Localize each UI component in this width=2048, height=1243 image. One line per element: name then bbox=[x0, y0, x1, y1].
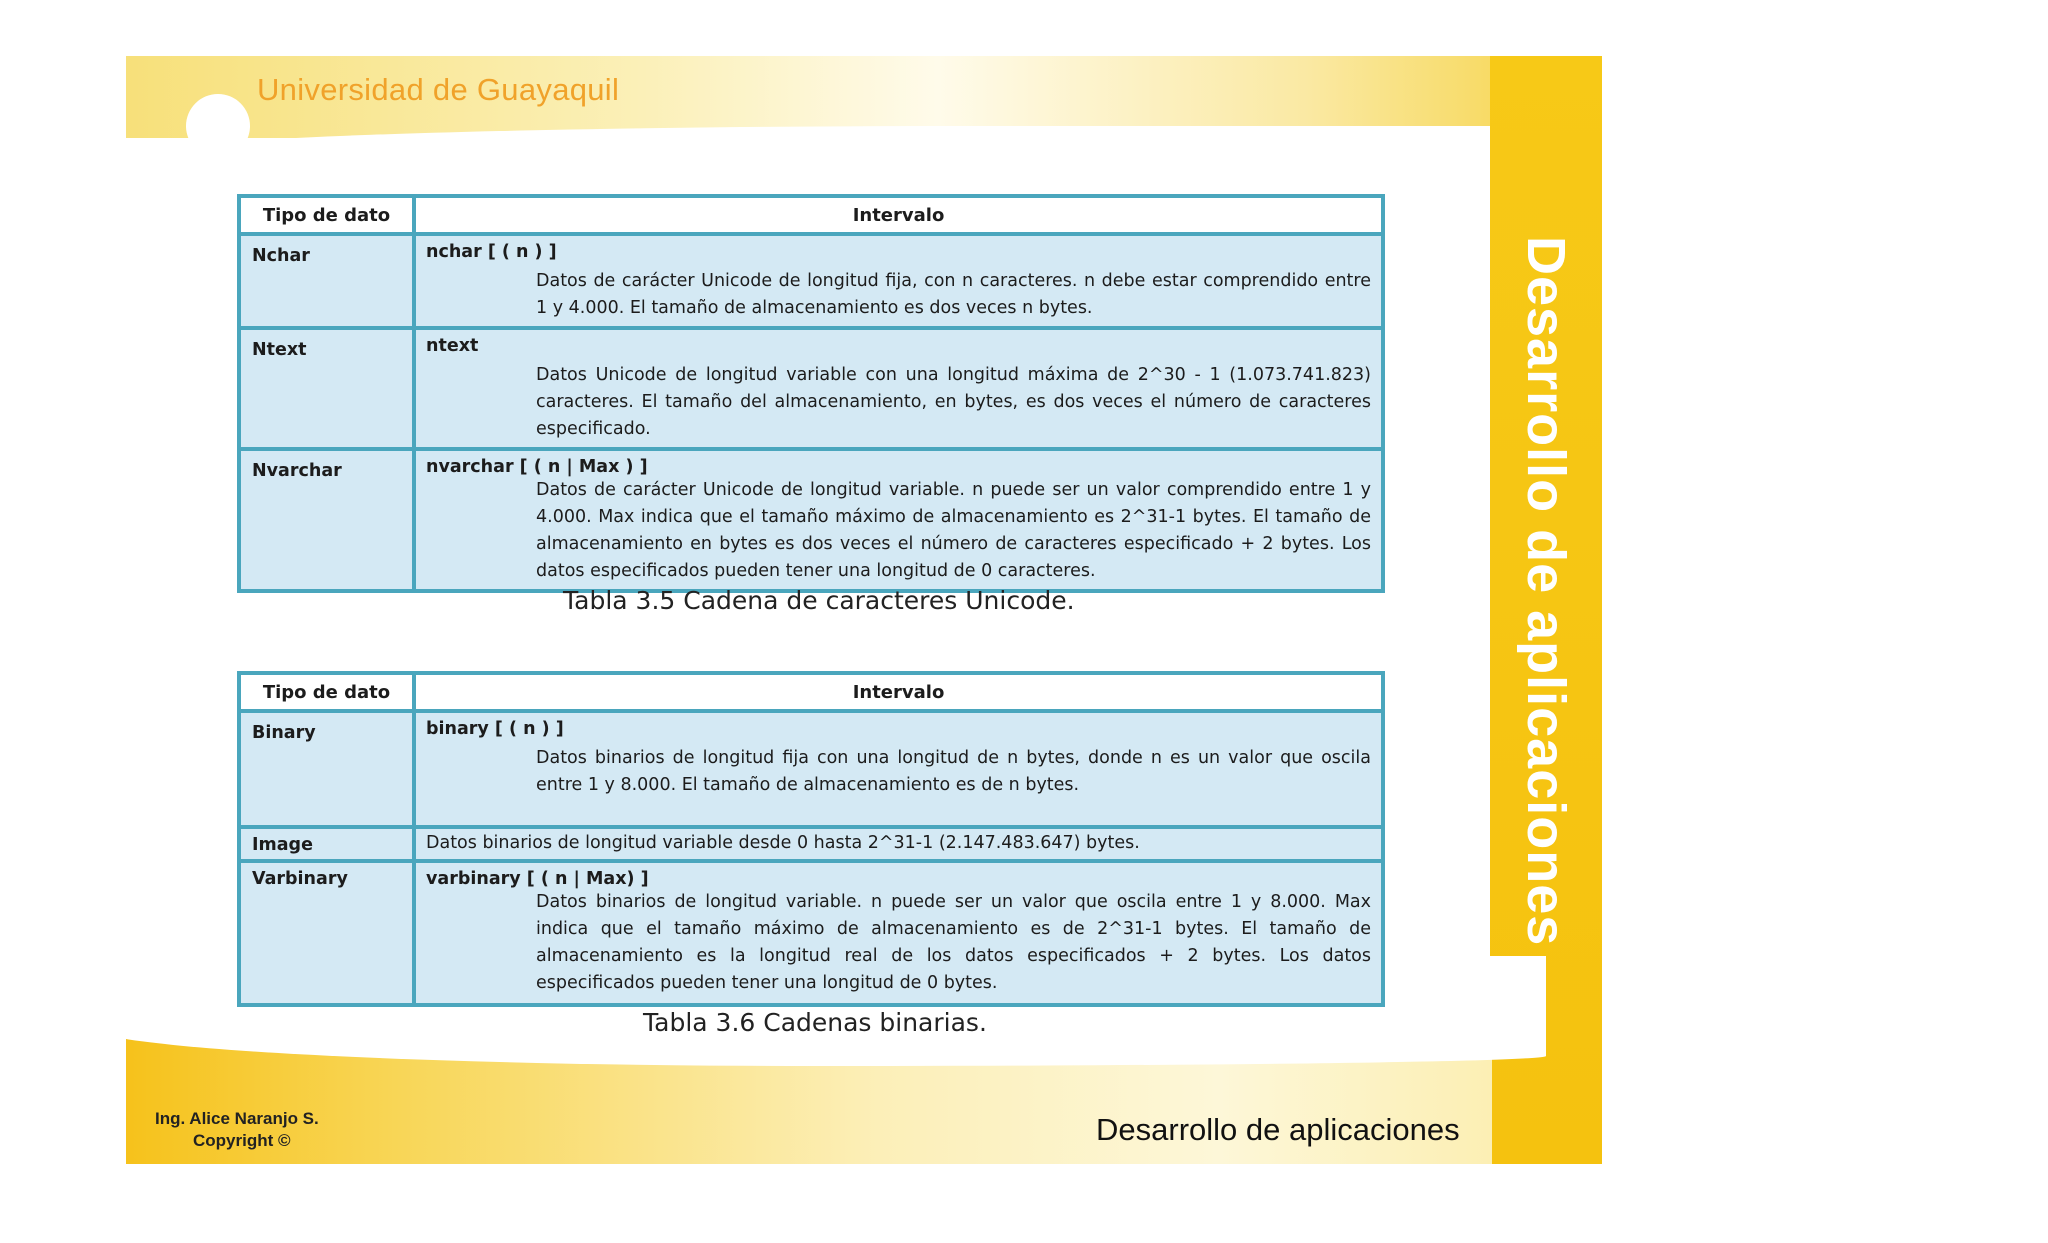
author-block bbox=[155, 1108, 319, 1152]
description-text: Datos de carácter Unicode de longitud fija, con n caracteres. n debe estar comprendido entre 1 y 4.000. El tamaño de almacenamiento es dos veces n bytes. bbox=[536, 271, 1371, 318]
table-header-row bbox=[239, 196, 1383, 234]
table-caption: Tabla 3.5 Cadena de caracteres Unicode. bbox=[563, 586, 1075, 615]
interval-cell bbox=[414, 711, 1383, 827]
syntax-text: nvarchar [ ( n | Max ) ] bbox=[426, 457, 648, 477]
column-header-interval: Intervalo bbox=[414, 673, 1383, 711]
description-text: Datos binarios de longitud fija con una longitud de n bytes, donde n es un valor que oscila entre 1 y 8.000. El tamaño de almacenamiento es de n bytes. bbox=[536, 748, 1371, 795]
description-text: Datos binarios de longitud variable. n puede ser un valor que oscila entre 1 y 8.000. Max indica que el tamaño máximo de almacenamiento es de 2^31-1 bytes. El tamaño de almacenamiento es la longitud real de los datos especificados + 2 bytes. Los datos especificados pueden tener una longitud de 0 bytes. bbox=[536, 892, 1371, 993]
table-row bbox=[239, 711, 1383, 827]
table-row bbox=[239, 861, 1383, 1005]
binary-table bbox=[237, 671, 1385, 1007]
footer-course-title: Desarrollo de aplicaciones bbox=[1096, 1112, 1460, 1147]
slide bbox=[126, 56, 1602, 1164]
description-text: Datos de carácter Unicode de longitud variable. n puede ser un valor comprendido entre 1 y 4.000. Max indica que el tamaño máximo de almacenamiento es 2^31-1 bytes. El tamaño de almacenamiento en bytes es dos veces el número de caracteres especificado + 2 bytes. Los datos especificados pueden tener una longitud de 0 caracteres. bbox=[536, 480, 1371, 581]
column-header-type: Tipo de dato bbox=[239, 196, 414, 234]
type-cell: Varbinary bbox=[239, 861, 414, 1005]
description-text: Datos binarios de longitud variable desde 0 hasta 2^31-1 (2.147.483.647) bytes. bbox=[426, 833, 1140, 853]
table-header-row bbox=[239, 673, 1383, 711]
table-caption: Tabla 3.6 Cadenas binarias. bbox=[643, 1008, 987, 1037]
description-text: Datos Unicode de longitud variable con una longitud máxima de 2^30 - 1 (1.073.741.823) caracteres. El tamaño del almacenamiento, en bytes, es dos veces el número de caracteres especificado. bbox=[536, 365, 1371, 439]
interval-cell bbox=[414, 234, 1383, 328]
table-row bbox=[239, 328, 1383, 449]
type-cell: Ntext bbox=[239, 328, 414, 449]
type-cell: Nchar bbox=[239, 234, 414, 328]
copyright: Copyright © bbox=[193, 1131, 291, 1150]
syntax-text: binary [ ( n ) ] bbox=[426, 719, 564, 739]
unicode-table bbox=[237, 194, 1385, 593]
type-cell: Nvarchar bbox=[239, 449, 414, 591]
syntax-text: varbinary [ ( n | Max) ] bbox=[426, 869, 649, 889]
syntax-text: ntext bbox=[426, 336, 479, 356]
column-header-type: Tipo de dato bbox=[239, 673, 414, 711]
university-title: Universidad de Guayaquil bbox=[257, 72, 620, 107]
type-cell: Binary bbox=[239, 711, 414, 827]
type-cell: Image bbox=[239, 827, 414, 861]
syntax-text: nchar [ ( n ) ] bbox=[426, 242, 557, 262]
interval-cell bbox=[414, 827, 1383, 861]
sidebar-title: Desarrollo de aplicaciones bbox=[1516, 236, 1576, 947]
table-row bbox=[239, 234, 1383, 328]
logo-circle bbox=[186, 94, 250, 158]
column-header-interval: Intervalo bbox=[414, 196, 1383, 234]
table-row bbox=[239, 449, 1383, 591]
interval-cell bbox=[414, 328, 1383, 449]
interval-cell bbox=[414, 449, 1383, 591]
author-name: Ing. Alice Naranjo S. bbox=[155, 1109, 319, 1128]
interval-cell bbox=[414, 861, 1383, 1005]
table-row bbox=[239, 827, 1383, 861]
